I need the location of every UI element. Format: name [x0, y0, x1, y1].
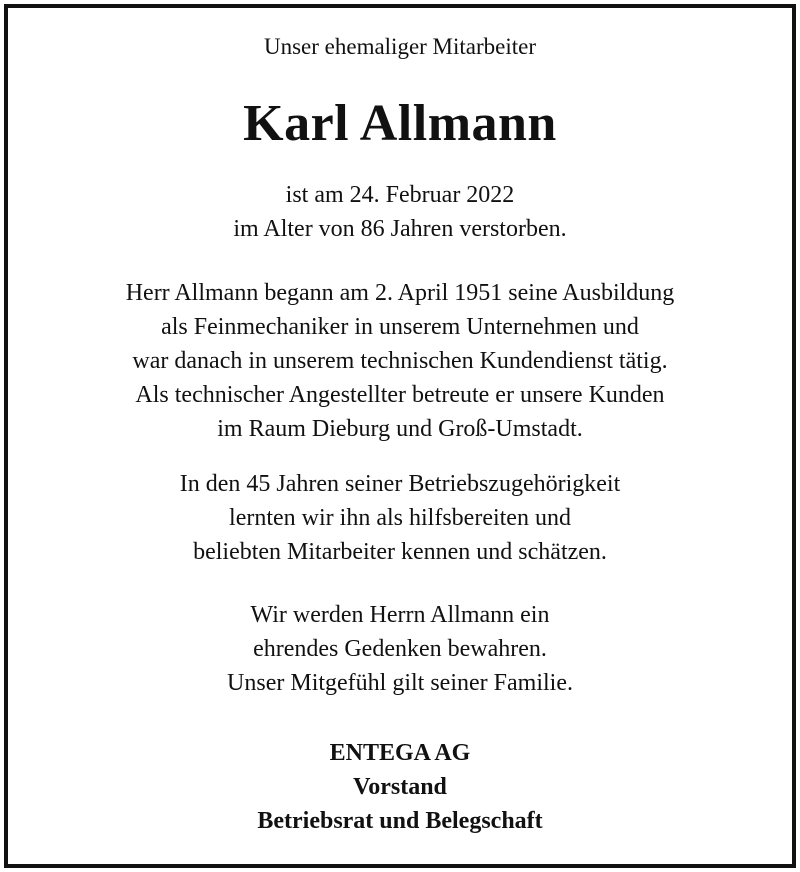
career-paragraph	[8, 276, 792, 446]
career-line: Herr Allmann begann am 2. April 1951 seine Ausbildung	[125, 280, 675, 306]
memorial-line: ehrendes Gedenken bewahren.	[253, 636, 547, 662]
death-line: ist am 24. Februar 2022	[285, 182, 515, 208]
signature-block	[8, 736, 792, 838]
obituary-notice	[4, 4, 796, 868]
death-line: im Alter von 86 Jahren verstorben.	[233, 216, 567, 242]
intro-line: Unser ehemaliger Mitarbeiter	[263, 34, 537, 59]
career-line: Als technischer Angestellter betreute er unsere Kunden	[135, 382, 665, 408]
tenure-line: beliebten Mitarbeiter kennen und schätzen.	[193, 539, 607, 565]
career-line: war danach in unserem technischen Kundendienst tätig.	[132, 348, 668, 374]
tenure-line: In den 45 Jahren seiner Betriebszugehörigkeit	[179, 471, 621, 497]
company-name: ENTEGA AG	[329, 740, 471, 766]
name-line: Karl Allmann	[243, 95, 557, 152]
career-line: als Feinmechaniker in unserem Unternehmen und	[161, 314, 639, 340]
memorial-paragraph	[8, 598, 792, 700]
career-line: im Raum Dieburg und Groß-Umstadt.	[217, 416, 583, 442]
intro-text	[8, 32, 792, 62]
signature-staff: Betriebsrat und Belegschaft	[257, 808, 543, 834]
death-announcement	[8, 178, 792, 246]
deceased-name	[8, 92, 792, 156]
memorial-line: Wir werden Herrn Allmann ein	[250, 602, 550, 628]
tenure-line: lernten wir ihn als hilfsbereiten und	[229, 505, 571, 531]
tenure-paragraph	[8, 467, 792, 569]
memorial-line: Unser Mitgefühl gilt seiner Familie.	[227, 670, 573, 696]
signature-board: Vorstand	[353, 774, 447, 800]
